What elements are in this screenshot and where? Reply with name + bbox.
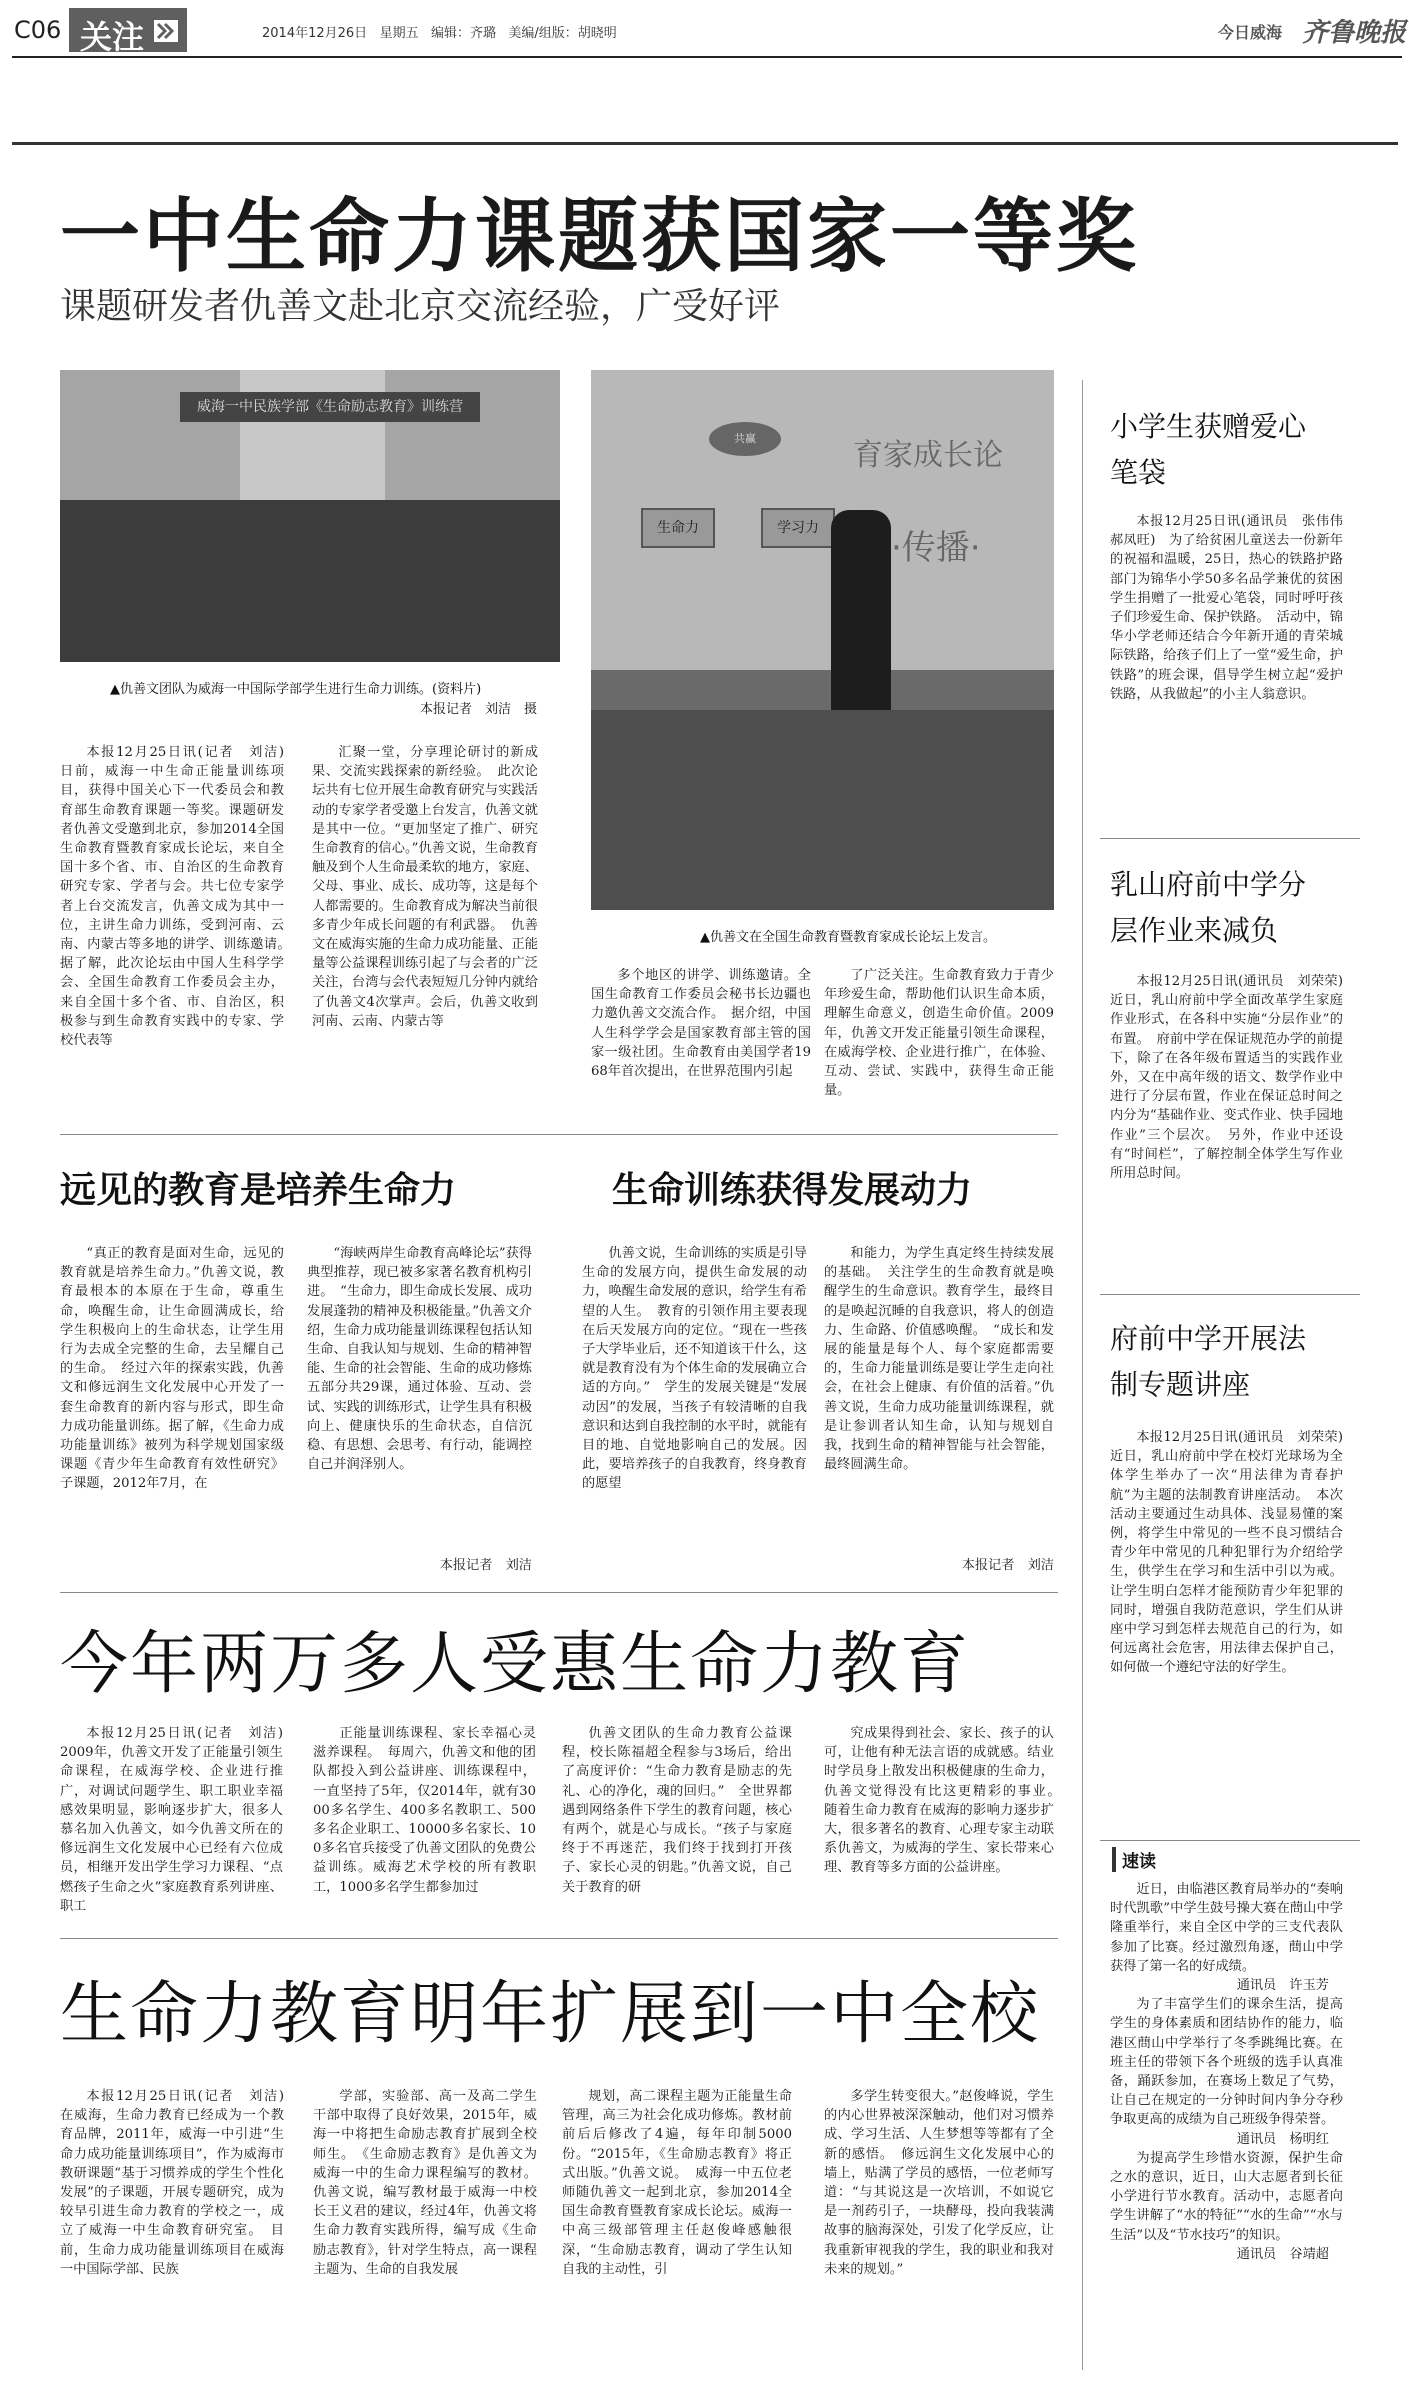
section4-col-4 [824, 2087, 1054, 2279]
sidebar-story2-text: 本报12月25日讯(通讯员 刘荣荣) 近日，乳山府前中学全面改革学生家庭作业形式，在各科中实施“分层作业”的布置。 府前中学在保证规范办学的前提下，除了在各年级布置适当的实践作业外，又在中高年级的语文、数学作业中进行了分层布置，作业在保证总时间之内分为“基础作业、变式作业、快手园地作业”三个层次。 另外，作业中还设有“时间栏”，了解控制全体学生写作业所用总时间。 [1110, 974, 1357, 1182]
section4-text-4: 多学生转变很大。”赵俊峰说，学生的内心世界被深深触动，他们对习惯养成、学习生活、人生梦想等等都有了全新的感悟。 修远润生文化发展中心的墙上，贴满了学员的感悟，一位老师写道：“与其说这是一次培训，不如说它是一剂药引子，一块酵母，投向我装满故事的脑海深处，引发了化学反应，让我重新审视我的学生，我的职业和我对未来的规划。” [824, 2089, 1054, 2277]
section2-text-1: 仇善文说，生命训练的实质是引导生命的发展方向，提供生命发展的动力，唤醒生命发展的意识，给学生有希望的人生。 教育的引领作用主要表现在后天发展方向的定位。“现在一些孩子大学毕业后，还不知道该干什么，这就是教育没有为个体生命的发展确立合适的方向。” 学生的发展关键是“发展动因”的发展，当孩子有较清晰的自我意识和达到自我控制的水平时，就能有目的地、自觉地影响自己的发展。因此，要培养孩子的自我教育，终身教育的愿望 [582, 1246, 807, 1492]
sidebar-story3-title: 府前中学开展法制专题讲座 [1110, 1322, 1307, 1401]
section1-col-1 [60, 1244, 284, 1494]
section4-text-3: 规划，高二课程主题为正能量生命管理，高三为社会化成功修炼。教材前前后后修改了4遍，每年印制5000份。“2015年，《生命励志教育》将正式出版。”仇善文说。 威海一中五位老师随仇善文一起到北京，参加2014全国生命教育暨教育家成长论坛。威海一中高三级部管理主任赵俊峰感触很深，“生命励志教育，调动了学生认知自我的主动性，引 [562, 2089, 792, 2277]
section1-title: 远见的教育是培养生命力 [60, 1170, 457, 1211]
quick-item-2: 为了丰富学生们的课余生活，提高学生的身体素质和团结协作的能力，临港区蔄山中学举行了冬季跳绳比赛。在班主任的带领下各个班级的选手认真准备，踊跃参加，在赛场上数足了气势，让自己在规定的一分钟时间内争分夺秒争取更高的成绩为自己班级争得荣誉。 [1110, 1997, 1343, 2128]
section3-text-1: 本报12月25日讯(记者 刘洁) 2009年，仇善文开发了正能量引领生命课程，在威海学校、企业进行推广，对调试问题学生、职工职业幸福感效果明显，影响逐步扩大，很多人慕名加入仇善文，如今仇善文所在的修远润生文化发展中心已经有六位成员，相继开发出学生学习力课程、“点燃孩子生命之火”家庭教育系列讲座、职工 [60, 1726, 297, 1914]
lead-col-2 [312, 743, 538, 1031]
section4-text-1: 本报12月25日讯(记者 刘洁) 在威海，生命力教育已经成为一个教育品牌，2011年，威海一中引进“生命力成功能量训练项目”，作为威海市教研课题“基于习惯养成的学生个性化发展”的子课题，开展专题研究，成为较早引进生命力教育的学校之一，成立了威海一中生命教育研究室。 目前，生命力成功能量训练项目在威海一中国际学部、民族 [60, 2089, 298, 2277]
section2-byline: 本报记者 刘洁 [961, 1558, 1054, 1573]
sidebar-rule-1 [1100, 838, 1360, 839]
speaker-photo [591, 370, 1054, 910]
divider-1 [60, 1134, 1058, 1135]
section4-col-2 [313, 2087, 537, 2279]
lead-col-4 [824, 966, 1054, 1100]
lead-text-1: 本报12月25日讯(记者 刘洁) 日前，威海一中生命正能量训练项目，获得中国关心下一代委员会和教育部生命教育课题一等奖。课题研发者仇善文受邀到北京，参加2014全国生命教育暨教育家成长论坛，来自全国十多个省、市、自治区的生命教育研究专家、学者与会。共七位专家学者上台交流发言，仇善文成为其中一位，主讲生命力训练，受到河南、云南、内蒙古等多地的讲学、训练邀请。 据了解，此次论坛由中国人生科学学会、全国生命教育工作委员会主办，来自全国十多个省、市、自治区，积极参与到生命教育实践中的专家、学校代表等 [60, 745, 298, 1049]
header-rule [12, 56, 1402, 58]
divider-2 [60, 1592, 1058, 1593]
sidebar-story3-body [1110, 1428, 1357, 1678]
section4-col-3 [562, 2087, 792, 2279]
sidebar-story2-title: 乳山府前中学分层作业来减负 [1110, 868, 1307, 947]
photo2-label-right: 学习力 [761, 508, 835, 548]
sidebar-story3-text: 本报12月25日讯(通讯员 刘荣荣) 近日，乳山府前中学在校灯光球场为全体学生举办了一次“用法律为青春护航”为主题的法制教育讲座活动。 本次活动主要通过生动具体、浅显易懂的案例，将学生中常见的一些不良习惯结合青少年中常见的几种犯罪行为介绍给学生，供学生在学习和生活中引以为戒。让学生明白怎样才能预防青少年犯罪的同时，增强自我防范意识，学生们从讲座中学习到怎样去规范自己的行为，如何远离社会危害，用法律去保护自己，如何做一个遵纪守法的好学生。 [1110, 1430, 1357, 1676]
quick-credit-1: 通讯员 许玉芳 [1236, 1978, 1329, 1994]
quick-credit-3: 通讯员 谷靖超 [1236, 2246, 1329, 2262]
main-headline: 一中生命力课题获国家一等奖 [60, 190, 1139, 283]
header-editor: 编辑：齐璐 [431, 26, 497, 41]
lead-text-4: 了广泛关注。生命教育致力于青少年珍爱生命，帮助他们认识生命本质，理解生命意义，创造生命价值。2009年，仇善文开发正能量引领生命课程，在威海学校、企业进行推广，在体验、互动、尝试、实践中，获得生命正能量。 [824, 968, 1054, 1099]
section2-col-2 [824, 1244, 1054, 1474]
sidebar-story1-title: 小学生获赠爱心笔袋 [1110, 410, 1307, 489]
lead-col-1 [60, 743, 298, 1050]
sidebar-story1-body [1110, 512, 1357, 704]
quick-credit-2: 通讯员 杨明红 [1236, 2131, 1329, 2147]
photo1-caption: ▲仇善文团队为威海一中国际学部学生进行生命力训练。(资料片) [110, 682, 482, 697]
lead-text-2: 汇聚一堂，分享理论研讨的新成果、交流实践探索的新经验。 此次论坛共有七位开展生命教育研究与实践活动的专家学者受邀上台发言，仇善文就是其中一位。“更加坚定了推广、研究生命教育的信心。”仇善文说，生命教育触及到个人生命最柔软的地方，家庭、父母、事业、成长、成功等，这是每个人都需要的。生命教育成为解决当前很多青少年成长问题的有利武器。 仇善文在威海实施的生命力成功能量、正能量等公益课程训练引起了与会者的广泛关注，台湾与会代表短短几分钟内就给了仇善文4次掌声。会后，仇善文收到河南、云南、内蒙古等 [312, 745, 538, 1029]
section3-col-1 [60, 1724, 297, 1916]
section3-text-3: 仇善文团队的生命力教育公益课程，校长陈福超全程参与3场后，给出了高度评价：“生命力教育是励志的先礼、心的净化，魂的回归。” 全世界都遇到网络条件下学生的教育问题，核心有两个，就是心与成长。“孩子与家庭终于不再迷茫，我们终于找到打开孩子、家长心灵的钥匙。”仇善文说，自己关于教育的研 [562, 1726, 792, 1895]
section1-col-2 [307, 1244, 532, 1474]
header-region: 今日威海 [1218, 23, 1283, 42]
top-rule [12, 142, 1398, 145]
section1-byline: 本报记者 刘洁 [439, 1558, 532, 1573]
section2-title: 生命训练获得发展动力 [612, 1170, 973, 1211]
quick-read-label: 速读 [1112, 1847, 1156, 1872]
paper-logo: 齐鲁晚报 [1302, 18, 1407, 48]
group-photo [60, 370, 560, 662]
divider-3 [60, 1938, 1058, 1939]
sidebar-story1-text: 本报12月25日讯(通讯员 张伟伟 郝凤旺) 为了给贫困儿童送去一份新年的祝福和温暖，25日，热心的铁路护路部门为锦华小学50多名品学兼优的贫困学生捐赠了一批爱心笔袋，同时呼吁孩子们珍爱生命、保护铁路。 活动中，锦华小学老师还结合今年新开通的青荣城际铁路，给孩子们上了一堂“爱生命，护铁路”的班会课，倡导学生树立起“爱护铁路，从我做起”的小主人翁意识。 [1110, 514, 1357, 702]
quick-item-1: 近日，由临港区教育局举办的“奏响时代凯歌”中学生鼓号操大赛在蔄山中学隆重举行，来自全区中学的三支代表队参加了比赛。经过激烈角逐，蔄山中学获得了第一名的好成绩。 [1110, 1882, 1343, 1974]
section2-text-2: 和能力，为学生真定终生持续发展的基础。 关注学生的生命教育就是唤醒学生的生命意识。教育学生，最终目的是唤起沉睡的自我意识，将人的创造力、生命路、价值感唤醒。 “成长和发展的能量是每个人、每个家庭都需要的，生命力能量训练是要让学生走向社会，在社会上健康、有价值的活着。”仇善文说，生命力成功能量训练课程，就是让参训者认知生命，认知与规划自我，找到生命的精神智能与社会智能，最终圆满生命。 [824, 1246, 1054, 1473]
section3-col-2 [313, 1724, 536, 1897]
main-subheadline: 课题研发者仇善文赴北京交流经验，广受好评 [60, 286, 781, 327]
header-meta [262, 22, 617, 41]
photo1-credit: 本报记者 刘洁 摄 [420, 702, 538, 717]
photo2-banner-text-2: ·传播· [891, 528, 981, 568]
lead-text-3: 多个地区的讲学、训练邀请。全国生命教育工作委员会秘书长边疆也力邀仇善文交流合作。 据介绍，中国人生科学学会是国家教育部主管的国家一级社团。生命教育由美国学者1968年首次提出，在世界范围内引起 [591, 968, 811, 1080]
section2-col-1 [582, 1244, 807, 1494]
header-date: 2014年12月26日 [262, 26, 368, 41]
section3-title: 今年两万多人受惠生命力教育 [60, 1625, 971, 1704]
photo1-banner: 威海一中民族学部《生命励志教育》训练营 [180, 392, 480, 422]
section4-text-2: 学部，实验部、高一及高二学生干部中取得了良好效果，2015年，威海一中将把生命励志教育扩展到全校师生。 《生命励志教育》是仇善文为威海一中的生命力课程编写的教材。仇善文说，编写教材最于威海一中校长王义君的建议，经过4年，仇善文将生命力教育实践所得，编写成《生命励志教育》，针对学生特点，高一课程主题为、生命的自我发展 [313, 2089, 537, 2277]
photo2-banner-text: 育家成长论 [853, 438, 1003, 473]
section3-col-3 [562, 1724, 792, 1897]
header-design: 美编/组版：胡晓明 [508, 26, 617, 41]
page-number: C06 [14, 16, 62, 44]
section1-text-2: “海峡两岸生命教育高峰论坛”获得典型推荐，现已被多家著名教育机构引进。 “生命力，即生命成长发展、成功发展蓬勃的精神及积极能量。”仇善文介绍，生命力成功能量训练课程包括认知生命、自我认知与规划、生命的精神智能、生命的社会智能、生命的成功修炼五部分共29课，通过体验、互动、尝试、实践的训练形式，让学生具有积极向上、健康快乐的生命状态，自信沉稳、有思想、会思考、有行动，能调控自己并润泽别人。 [307, 1246, 532, 1473]
lead-col-3 [591, 966, 811, 1081]
photo2-caption: ▲仇善文在全国生命教育暨教育家成长论坛上发言。 [700, 930, 996, 945]
sidebar-story2-body [1110, 972, 1357, 1183]
section3-col-4 [824, 1724, 1068, 1878]
sidebar-rule-2 [1100, 1294, 1360, 1295]
double-chevron-icon [154, 20, 178, 42]
section4-title: 生命力教育明年扩展到一中全校 [60, 1975, 1041, 2054]
sidebar-divider [1082, 380, 1083, 2370]
sidebar-rule-3 [1100, 1840, 1360, 1841]
section-title: 关注 [80, 18, 145, 56]
quick-item-3: 为提高学生珍惜水资源，保护生命之水的意识，近日，山大志愿者到长征小学进行节水教育。活动中，志愿者向学生讲解了“水的特征”“水的生命”“水与生活”以及“节水技巧”的知识。 [1110, 2150, 1343, 2243]
section4-col-1 [60, 2087, 298, 2279]
photo2-label-left: 生命力 [641, 508, 715, 548]
photo2-label-top: 共赢 [709, 422, 781, 456]
section1-text-1: “真正的教育是面对生命，远见的教育就是培养生命力。”仇善文说，教育最根本的本原在于生命，尊重生命，唤醒生命，让生命圆满成长，给学生积极向上的生命状态，让学生用行为去成全完整的生命，去呈耀自己的生命。 经过六年的探索实践，仇善文和修远润生文化发展中心开发了一套生命教育的新内容与形式，即生命力成功能量训练。据了解，《生命力成功能量训练》被列为科学规划国家级课题《青少年生命教育有效性研究》子课题，2012年7月，在 [60, 1246, 284, 1492]
header-weekday: 星期五 [379, 26, 419, 41]
quick-read-body [1110, 1880, 1343, 2264]
section3-text-4: 究成果得到社会、家长、孩子的认可，让他有种无法言语的成就感。结业时学员身上散发出积极健康的生命力，仇善文觉得没有比这更精彩的事业。 随着生命力教育在威海的影响力逐步扩大，很多著名的教育、心理专家主动联系仇善文，为威海的学生、家长带来心理、教育等多方面的公益讲座。 [824, 1726, 1068, 1876]
section3-text-2: 正能量训练课程、家长幸福心灵滋养课程。 每周六，仇善文和他的团队都投入到公益讲座、训练课程中，一直坚持了5年，仅2014年，就有3000多名学生、400多名教职工、500多名企业职工、10000多名家长、100多名官兵接受了仇善文团队的免费公益训练。威海艺术学校的所有教职工，1000多名学生都参加过 [313, 1726, 536, 1895]
